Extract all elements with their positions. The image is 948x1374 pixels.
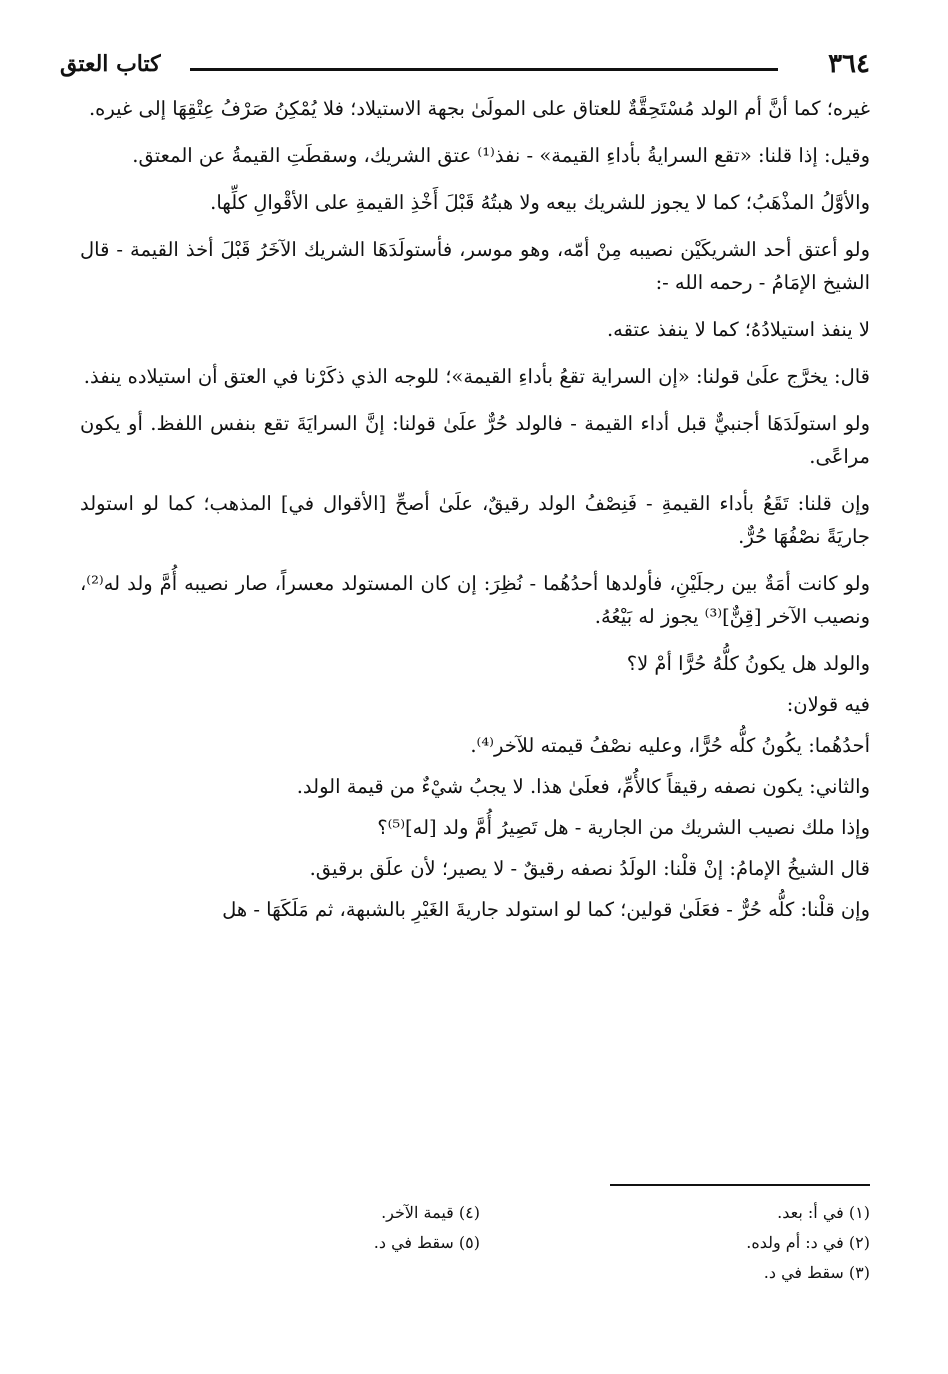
paragraph: وإذا ملك نصيب الشريك من الجارية - هل تَصِيرُ أُمَّ ولد [له]⁽⁵⁾؟	[377, 816, 870, 839]
header-rule	[190, 68, 778, 71]
footnote: (٥) سقط في د.	[373, 1233, 480, 1252]
footnotes-column-right	[610, 1198, 870, 1288]
paragraph: والثاني: يكون نصفه رقيقاً كالأُمِّ، فعلَىٰ هذا. لا يجبُ شيْءٌ من قيمة الولد.	[296, 775, 870, 798]
running-title: كتاب العتق	[60, 51, 161, 77]
footnote: (١) في أ: بعد.	[777, 1203, 870, 1222]
paragraph: أحدُهُما: يكُونُ كلُّه حُرًّا، وعليه نصْفُ قيمته للآخر⁽⁴⁾.	[470, 734, 870, 757]
footnote: (٣) سقط في د.	[763, 1263, 870, 1282]
paragraph: وقيل: إذا قلنا: «تقع السرايةُ بأداءِ القيمة» - نفذ⁽¹⁾ عتق الشريك، وسقطَتِ القيمةُ عن المعتق.	[132, 144, 870, 167]
paragraph: قال: يخرَّج علَىٰ قولنا: «إن السراية تقعُ بأداءِ القيمة»؛ للوجه الذي ذكَرْنا في العتق أن استيلاده ينفذ.	[83, 365, 870, 388]
paragraph: وإن قلْنا: كلُّه حُرٌّ - فعَلَىٰ قولين؛ كما لو استولد جاريةَ الغَيْرِ بالشبهة، ثم مَلَكَهَا - هل	[222, 898, 870, 921]
paragraph: غيره؛ كما أنَّ أم الولد مُسْتَحِقَّةٌ للعتاق على المولَىٰ بجهة الاستيلاد؛ فلا يُمْكِنُ صَرْفُ عِتْقِهَا إلى غيره.	[88, 97, 870, 120]
footnote: (٢) في د: أم ولده.	[746, 1233, 870, 1252]
paragraph: ولو كانت أمَةٌ بين رجلَيْنِ، فأولدها أحدُهُما - نُظِرَ: إن كان المستولد معسراً، صار نصيبه أُمَّ ولد له⁽²⁾، ونصيب الآخر [قِنٌّ]⁽³⁾ يجوز له بَيْعُهُ.	[80, 572, 870, 628]
paragraph: ولو أعتق أحد الشريكَيْن نصيبه مِنْ أمّه، وهو موسر، فأستولَدَهَا الشريك الآخَرُ قَبْلَ أخذ القيمة - قال الشيخ الإمَامُ - رحمه الله -:	[80, 238, 870, 294]
paragraph: والأوَّلُ المذْهَبُ؛ كما لا يجوز للشريك بيعه ولا هبتُهُ قَبْلَ أَخْذِ القيمةِ على الأقْوالِ كلِّها.	[210, 191, 870, 214]
page-header	[60, 46, 870, 86]
footnotes-column-left	[220, 1198, 480, 1258]
footnote-rule	[610, 1184, 870, 1186]
paragraph: قال الشيخُ الإمامُ: إنْ قلْنا: الولَدُ نصفه رقيقٌ - لا يصير؛ لأن علَق برقيق.	[309, 857, 870, 880]
paragraph: لا ينفذ استيلادُهُ؛ كما لا ينفذ عتقه.	[606, 318, 870, 341]
paragraph: ولو استولَدَهَا أجنبيٌّ قبل أداء القيمة - فالولد حُرٌّ علَىٰ قولنا: إنَّ السرايَةَ تقع بنفس اللفظ. أو يكون مراعًى.	[80, 412, 870, 468]
paragraph: فيه قولان:	[786, 693, 870, 716]
main-text	[80, 92, 870, 934]
paragraph: وإن قلنا: تَقَعُ بأداء القيمةِ - فَنِصْفُ الولد رقيقٌ، علَىٰ أصحِّ [الأقوال في] المذهب؛ كما لو استولد جاريَةً نصْفُهَا حُرٌّ.	[80, 492, 870, 548]
paragraph: والولد هل يكونُ كلُّهُ حُرًّا أمْ لا؟	[626, 652, 870, 675]
page-number: ٣٦٤	[828, 49, 870, 79]
footnote: (٤) قيمة الآخر.	[381, 1203, 480, 1222]
